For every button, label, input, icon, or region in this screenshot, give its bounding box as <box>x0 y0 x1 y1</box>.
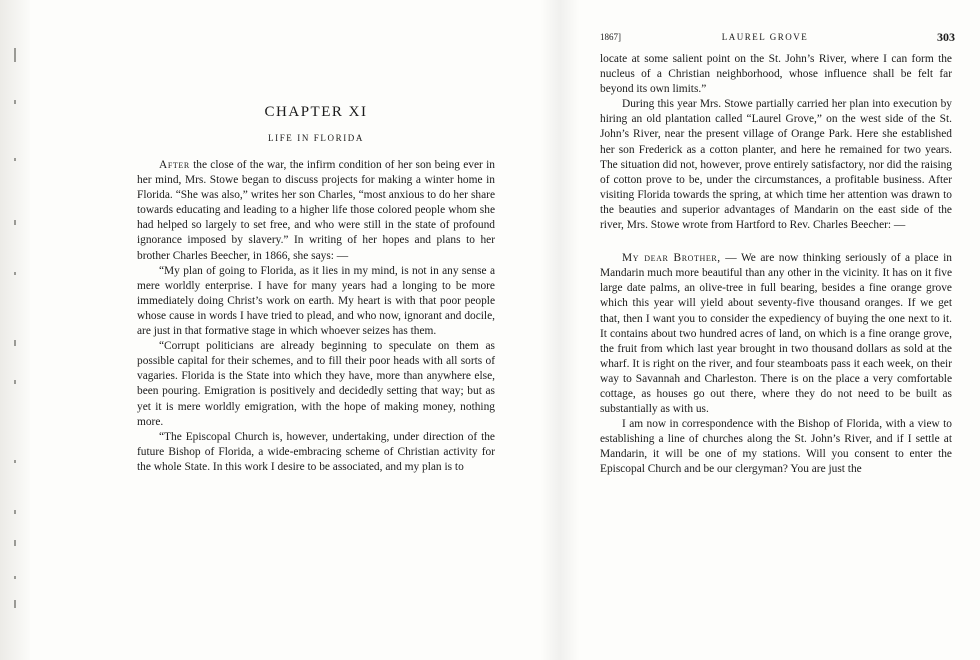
paragraph <box>137 158 495 264</box>
paragraph: “My plan of going to Florida, as it lies in my mind, is not in any sense a mere worldly enterprise. I have for many years had a longing to be more immediately doing Christ’s work on earth. My heart is with that poor people whose cause in words I have tried to plead, and who now, ignorant and docile, are just in that formative stage in which whoever seizes has them. <box>137 264 495 338</box>
paragraph-opening-word: After <box>159 159 190 171</box>
book-spine-fold <box>540 0 580 660</box>
paragraph: During this year Mrs. Stowe partially carried her plan into execution by hiring an old plantation called “Laurel Grove,” on the west side of the St. John’s River, near the present village of Orange Park. Here she established her son Frederick as a cotton planter, and here he remained for two years. The situation did not, however, prove entirely satisfactory, nor did the raising of cotton prove to be, under the circumstances, a profitable business. After visiting Florida towards the spring, at which time her attention was drawn to the beauties and superior advantages of Mandarin on the east side of the river, Mrs. Stowe wrote from Hartford to Rev. Charles Beecher: — <box>600 98 952 232</box>
paragraph: locate at some salient point on the St. John’s River, where I can form the nucleus of a Christian neighborhood, whose influence shall be felt far beyond its own limits.” <box>600 53 952 96</box>
chapter-subtitle: LIFE IN FLORIDA <box>268 133 364 143</box>
letter-salutation: My dear Brother, <box>622 252 721 265</box>
chapter-title: CHAPTER XI <box>264 104 368 120</box>
letter-paragraph: I am now in correspondence with the Bishop of Florida, with a view to establishing a line of churches along the St. John’s River, and if I settle at Mandarin, it will be one of my stations. Will you consent to enter the Episcopal Church and be our clergyman? You are just the <box>600 418 952 476</box>
paragraph-text: — We are now thinking seriously of a place in Mandarin much more beautiful than any other in the vicinity. It has on it five large date palms, an olive-tree in full bearing, besides a fine orange grove which this year will yield about seventy-five thousand oranges. If we get that, then I want you to consider the expediency of buying the one next to it. It contains about two hundred acres of land, on which is a fine orange grove, the fruit from which last year brought in two thousand dollars as sold at the wharf. It is right on the river, and four steamboats pass it each week, on their way to Savannah and Charleston. There is on the place a very comfortable cottage, as houses go out there, where they do not need to be built as substantially as with us. <box>600 252 952 416</box>
right-page-text <box>600 52 952 478</box>
paragraph-text: the close of the war, the infirm condition of her son being ever in her mind, Mrs. Stowe began to discuss projects for making a winter home in Florida. “She was also,” writes her son Charles, “most anxious to do her share towards educating and leading to a higher life those colored people whom she had helped so largely to set free, and who were still in the state of profound ignorance imposed by slavery.” In writing of her hopes and plans to her brother Charles Beecher, in 1866, she says: — <box>137 159 495 262</box>
paragraph: “Corrupt politicians are already beginning to speculate on them as possible capital for their schemes, and to fill their poor heads with all sorts of vagaries. Florida is the State into which they have, more than anywhere else, been pouring. Emigration is positively and decidedly setting that way; but as yet it is mere worldly emigration, with the hope of making money, nothing more. <box>137 340 495 428</box>
section-gap <box>600 233 952 251</box>
paragraph: “The Episcopal Church is, however, undertaking, under direction of the future Bishop of Florida, a wide-embracing scheme of Christian activity for the whole State. In this work I desire to be associated, and my plan is to <box>137 430 495 473</box>
margin-scan-marks <box>14 40 24 640</box>
letter-paragraph <box>600 251 952 417</box>
header-year: 1867] <box>600 32 621 42</box>
running-title: LAUREL GROVE <box>721 32 809 42</box>
left-page-text <box>137 104 495 475</box>
page-number: 303 <box>937 30 955 44</box>
running-header <box>600 30 955 46</box>
